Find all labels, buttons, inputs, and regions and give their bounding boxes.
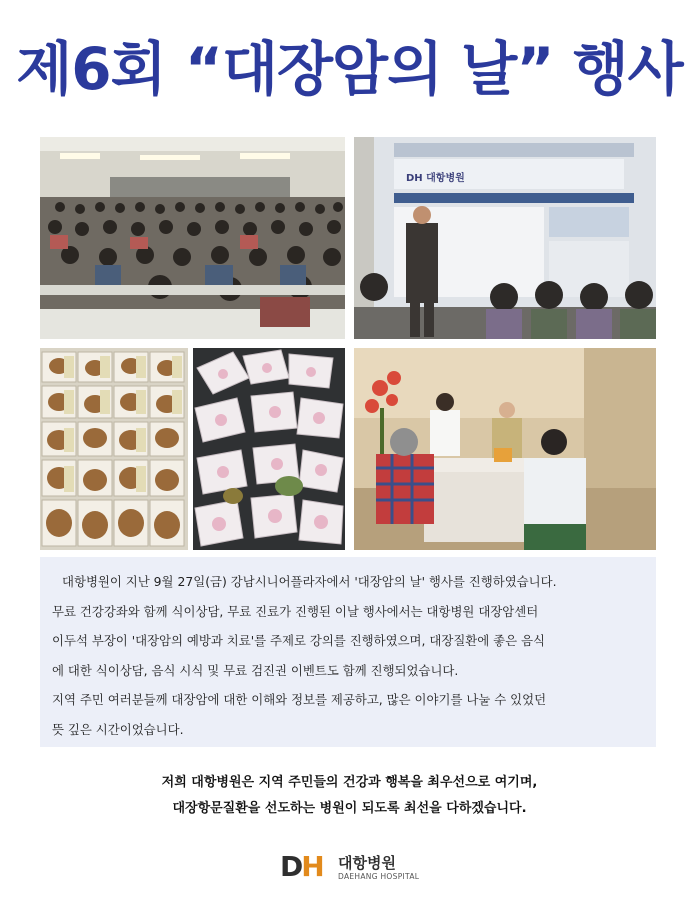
page-title: 제6회 “대장암의 날” 행사	[16, 35, 683, 103]
description-line: 지역 주민 여러분들께 대장암에 대한 이해와 정보를 제공하고, 많은 이야기를 나눌 수 있었던	[52, 692, 547, 707]
logo-mark-d: D	[280, 850, 302, 883]
hospital-logo	[280, 850, 430, 886]
description-line: 뜻 깊은 시간이었습니다.	[52, 721, 184, 737]
description-line: 무료 건강강좌와 함께 식이상담, 무료 진료가 진행된 이날 행사에서는 대항병원 대장암센터	[52, 603, 539, 619]
logo-name: 대항병원	[338, 854, 396, 872]
logo-mark-h: H	[301, 850, 323, 883]
screen-logo-text: DH 대항병원	[406, 173, 465, 184]
consultation-desk-photo	[354, 348, 656, 550]
logo-mark	[280, 852, 323, 882]
speaker-presentation-photo	[354, 137, 656, 339]
lecture-hall-audience-photo	[40, 137, 345, 339]
packaged-food-photo	[193, 348, 345, 550]
closing-line-2: 대장항문질환을 선도하는 병원이 되도록 최선을 다하겠습니다.	[172, 801, 527, 816]
description-line: 에 대한 식이상담, 음식 시식 및 무료 검진권 이벤트도 함께 진행되었습니다.	[52, 662, 459, 678]
logo-english-name: DAEHANG HOSPITAL	[338, 872, 420, 881]
bread-boxes-photo	[40, 348, 188, 550]
closing-line-1: 저희 대항병원은 지역 주민들의 건강과 행복을 최우선으로 여기며,	[161, 775, 538, 790]
description-line: 대항병원이 지난 9월 27일(금) 강남시니어플라자에서 '대장암의 날' 행사를 진행하였습니다.	[62, 574, 557, 589]
event-description	[40, 557, 656, 747]
description-line: 이두석 부장이 '대장암의 예방과 치료'를 주제로 강의를 진행하였으며, 대장질환에 좋은 음식	[52, 633, 546, 648]
